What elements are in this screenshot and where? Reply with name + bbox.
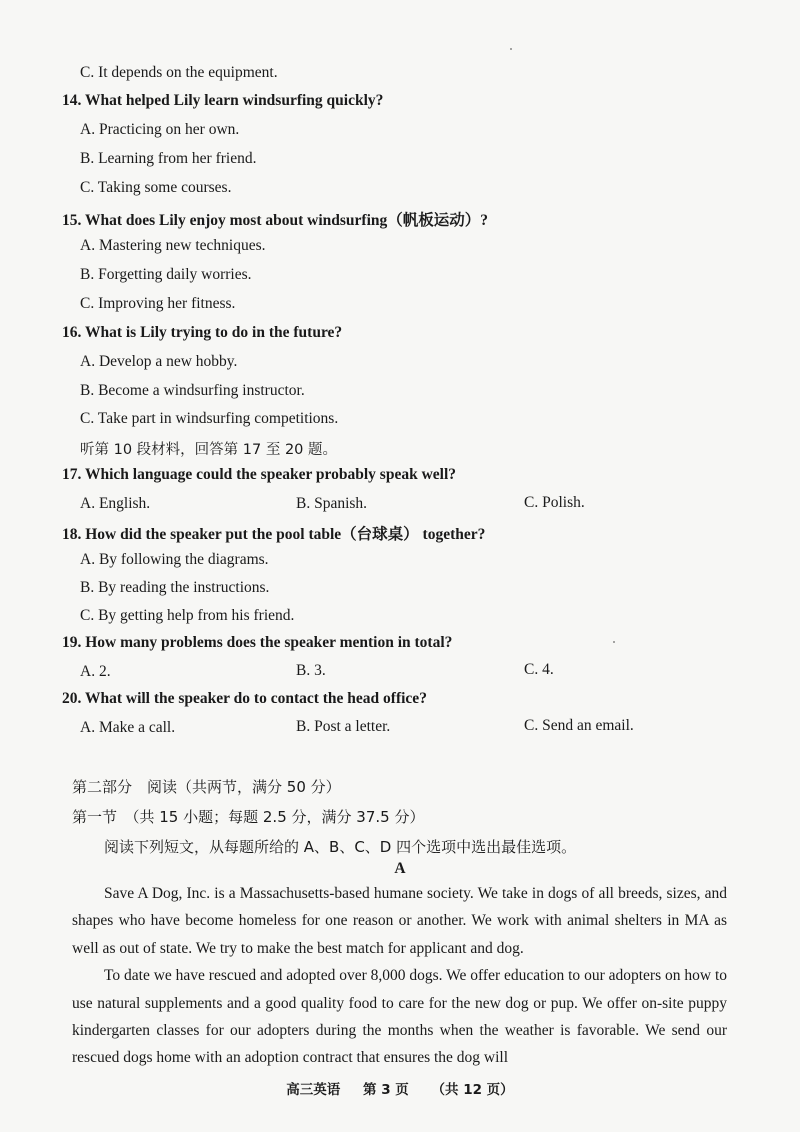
reading-instruction: 阅读下列短文，从每题所给的 A、B、C、D 四个选项中选出最佳选项。: [104, 838, 577, 856]
q20-option-a: A. Make a call.: [80, 719, 176, 736]
q14-option-a: A. Practicing on her own.: [80, 121, 240, 138]
q14-option-b: B. Learning from her friend.: [80, 150, 257, 167]
question-18: 18. How did the speaker put the pool table（台球桌） together?: [62, 526, 486, 543]
q19-option-c: C. 4.: [524, 661, 554, 678]
page-footer: [0, 1078, 800, 1098]
q19-option-a: A. 2.: [80, 663, 111, 680]
q20-option-c: C. Send an email.: [524, 717, 634, 734]
q13-option-c: C. It depends on the equipment.: [80, 64, 278, 81]
q16-option-b: B. Become a windsurfing instructor.: [80, 382, 305, 399]
q15-option-a: A. Mastering new techniques.: [80, 237, 266, 254]
question-17: 17. Which language could the speaker probably speak well?: [62, 466, 457, 483]
q18-option-b: B. By reading the instructions.: [80, 579, 270, 596]
q20-option-b: B. Post a letter.: [296, 718, 391, 735]
reading-part-title: 第二部分 阅读（共两节，满分 50 分）: [72, 778, 341, 796]
question-14: 14. What helped Lily learn windsurfing quickly?: [62, 92, 384, 109]
passage-paragraph: To date we have rescued and adopted over 8,000 dogs. We offer education to our adopters on how to use natural supplements and a good quality food to care for the new dog or pup. We offer on-site puppy kindergarten classes for our adopters during the months when the weather is favorable. We send our rescued dogs home with an adoption contract that ensures the dog will: [72, 967, 727, 1067]
footer-total-pages: （共 12 页）: [431, 1082, 514, 1098]
q14-option-c: C. Taking some courses.: [80, 179, 232, 196]
q18-option-a: A. By following the diagrams.: [80, 551, 269, 568]
scan-speck: [613, 641, 615, 643]
q15-option-b: B. Forgetting daily worries.: [80, 266, 252, 283]
q15-option-c: C. Improving her fitness.: [80, 295, 236, 312]
question-19: 19. How many problems does the speaker mention in total?: [62, 634, 453, 651]
q16-option-a: A. Develop a new hobby.: [80, 353, 238, 370]
q17-option-c: C. Polish.: [524, 494, 585, 511]
q18-option-c: C. By getting help from his friend.: [80, 607, 295, 624]
scan-speck: [510, 48, 512, 50]
question-16: 16. What is Lily trying to do in the future?: [62, 324, 343, 341]
passage-label: A: [394, 860, 406, 877]
question-20: 20. What will the speaker do to contact the head office?: [62, 690, 427, 707]
q17-option-a: A. English.: [80, 495, 151, 512]
q16-option-c: C. Take part in windsurfing competitions.: [80, 410, 339, 427]
listening-instruction-10: 听第 10 段材料，回答第 17 至 20 题。: [80, 442, 338, 458]
footer-subject: 高三英语: [286, 1082, 341, 1098]
passage-paragraph: Save A Dog, Inc. is a Massachusetts-based humane society. We take in dogs of all breeds, sizes, and shapes who have become homeless for one reason or another. We work with animal shelters in MA as well as out of state. We try to make the best match for applicant and dog.: [72, 885, 727, 957]
passage-a-text: [72, 880, 727, 1072]
question-15: 15. What does Lily enjoy most about windsurfing（帆板运动）?: [62, 212, 489, 229]
q17-option-b: B. Spanish.: [296, 495, 368, 512]
reading-section-title: 第一节 （共 15 小题；每题 2.5 分，满分 37.5 分）: [72, 808, 425, 826]
q19-option-b: B. 3.: [296, 662, 326, 679]
footer-page-number: 第 3 页: [363, 1082, 409, 1098]
